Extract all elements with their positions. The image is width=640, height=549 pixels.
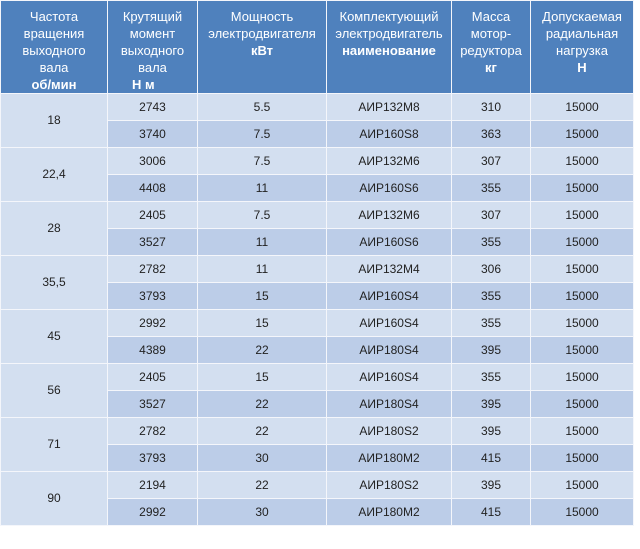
load-cell: 15000 <box>531 175 634 202</box>
header-line: вала <box>138 60 167 75</box>
header-line: мотор- <box>470 26 512 41</box>
header-unit: Н <box>577 60 587 75</box>
power-cell: 15 <box>198 310 327 337</box>
mass-cell: 355 <box>452 364 531 391</box>
torque-cell: 2992 <box>108 499 198 526</box>
table-header <box>1 1 634 94</box>
table-row <box>1 94 634 121</box>
power-cell: 5.5 <box>198 94 327 121</box>
motor-cell: АИР132М6 <box>327 148 452 175</box>
header-line: нагрузка <box>556 43 608 58</box>
motor-cell: АИР180М2 <box>327 499 452 526</box>
load-cell: 15000 <box>531 364 634 391</box>
table-row <box>1 202 634 229</box>
motor-cell: АИР180S4 <box>327 391 452 418</box>
mass-cell: 415 <box>452 499 531 526</box>
motor-cell: АИР160S4 <box>327 310 452 337</box>
speed-cell: 45 <box>1 310 108 364</box>
speed-cell: 56 <box>1 364 108 418</box>
power-cell: 7.5 <box>198 121 327 148</box>
mass-cell: 355 <box>452 229 531 256</box>
header-output-speed <box>1 1 108 94</box>
table-row <box>1 472 634 499</box>
torque-cell: 3006 <box>108 148 198 175</box>
mass-cell: 355 <box>452 310 531 337</box>
torque-cell: 2194 <box>108 472 198 499</box>
mass-cell: 355 <box>452 175 531 202</box>
load-cell: 15000 <box>531 337 634 364</box>
mass-cell: 363 <box>452 121 531 148</box>
header-unit: наименование <box>342 43 436 58</box>
mass-cell: 395 <box>452 418 531 445</box>
power-cell: 15 <box>198 283 327 310</box>
header-mass <box>452 1 531 94</box>
header-line: вала <box>39 60 69 75</box>
mass-cell: 307 <box>452 148 531 175</box>
header-line: выходного <box>120 43 185 58</box>
header-line: Масса <box>471 9 511 24</box>
load-cell: 15000 <box>531 472 634 499</box>
mass-cell: 307 <box>452 202 531 229</box>
header-line: электродвигатель <box>335 26 443 41</box>
load-cell: 15000 <box>531 148 634 175</box>
power-cell: 11 <box>198 256 327 283</box>
load-cell: 15000 <box>531 445 634 472</box>
header-line: Комплектующий <box>339 9 439 24</box>
motor-cell: АИР180М2 <box>327 445 452 472</box>
motor-cell: АИР160S8 <box>327 121 452 148</box>
torque-cell: 2405 <box>108 202 198 229</box>
header-row <box>1 1 634 94</box>
header-radial-load <box>531 1 634 94</box>
table-row <box>1 418 634 445</box>
torque-cell: 3527 <box>108 391 198 418</box>
torque-cell: 3793 <box>108 445 198 472</box>
mass-cell: 415 <box>452 445 531 472</box>
speed-cell: 71 <box>1 418 108 472</box>
motor-cell: АИР132М4 <box>327 256 452 283</box>
header-line: Мощность <box>230 9 294 24</box>
torque-cell: 3527 <box>108 229 198 256</box>
torque-cell: 2992 <box>108 310 198 337</box>
header-output-torque <box>108 1 198 94</box>
torque-cell: 3740 <box>108 121 198 148</box>
speed-cell: 22,4 <box>1 148 108 202</box>
load-cell: 15000 <box>531 121 634 148</box>
power-cell: 30 <box>198 499 327 526</box>
load-cell: 15000 <box>531 391 634 418</box>
power-cell: 22 <box>198 418 327 445</box>
mass-cell: 306 <box>452 256 531 283</box>
torque-cell: 2405 <box>108 364 198 391</box>
header-line: момент <box>129 26 176 41</box>
power-cell: 7.5 <box>198 148 327 175</box>
torque-cell: 2782 <box>108 256 198 283</box>
motor-cell: АИР180S2 <box>327 418 452 445</box>
table-row <box>1 148 634 175</box>
header-motor-name <box>327 1 452 94</box>
load-cell: 15000 <box>531 229 634 256</box>
header-unit: Н м <box>132 77 155 92</box>
table-body <box>1 94 634 526</box>
speed-cell: 35,5 <box>1 256 108 310</box>
load-cell: 15000 <box>531 418 634 445</box>
header-line: радиальная <box>545 26 619 41</box>
torque-cell: 2743 <box>108 94 198 121</box>
header-line: Крутящий <box>122 9 183 24</box>
torque-cell: 3793 <box>108 283 198 310</box>
load-cell: 15000 <box>531 310 634 337</box>
motor-cell: АИР160S6 <box>327 175 452 202</box>
speed-cell: 28 <box>1 202 108 256</box>
header-line: Частота <box>29 9 79 24</box>
load-cell: 15000 <box>531 202 634 229</box>
header-line: выходного <box>22 43 86 58</box>
power-cell: 22 <box>198 391 327 418</box>
table-row <box>1 364 634 391</box>
load-cell: 15000 <box>531 94 634 121</box>
table-row <box>1 256 634 283</box>
power-cell: 11 <box>198 175 327 202</box>
motor-cell: АИР160S4 <box>327 283 452 310</box>
mass-cell: 310 <box>452 94 531 121</box>
power-cell: 30 <box>198 445 327 472</box>
header-unit: кг <box>485 60 497 75</box>
speed-cell: 90 <box>1 472 108 526</box>
header-motor-power <box>198 1 327 94</box>
motor-cell: АИР180S4 <box>327 337 452 364</box>
motor-cell: АИР180S2 <box>327 472 452 499</box>
power-cell: 11 <box>198 229 327 256</box>
header-line: Допускаемая <box>542 9 622 24</box>
torque-cell: 4389 <box>108 337 198 364</box>
mass-cell: 395 <box>452 337 531 364</box>
header-line: вращения <box>23 26 85 41</box>
table-row <box>1 310 634 337</box>
torque-cell: 2782 <box>108 418 198 445</box>
motor-cell: АИР160S6 <box>327 229 452 256</box>
motor-cell: АИР132М8 <box>327 94 452 121</box>
motor-cell: АИР160S4 <box>327 364 452 391</box>
torque-cell: 4408 <box>108 175 198 202</box>
mass-cell: 395 <box>452 472 531 499</box>
power-cell: 15 <box>198 364 327 391</box>
power-cell: 22 <box>198 472 327 499</box>
load-cell: 15000 <box>531 256 634 283</box>
power-cell: 7.5 <box>198 202 327 229</box>
header-line: редуктора <box>460 43 522 58</box>
load-cell: 15000 <box>531 283 634 310</box>
mass-cell: 395 <box>452 391 531 418</box>
header-unit: кВт <box>250 43 274 58</box>
mass-cell: 355 <box>452 283 531 310</box>
power-cell: 22 <box>198 337 327 364</box>
speed-cell: 18 <box>1 94 108 148</box>
load-cell: 15000 <box>531 499 634 526</box>
motor-cell: АИР132М6 <box>327 202 452 229</box>
header-unit: об/мин <box>31 77 77 92</box>
header-line: электродвигателя <box>208 26 316 41</box>
